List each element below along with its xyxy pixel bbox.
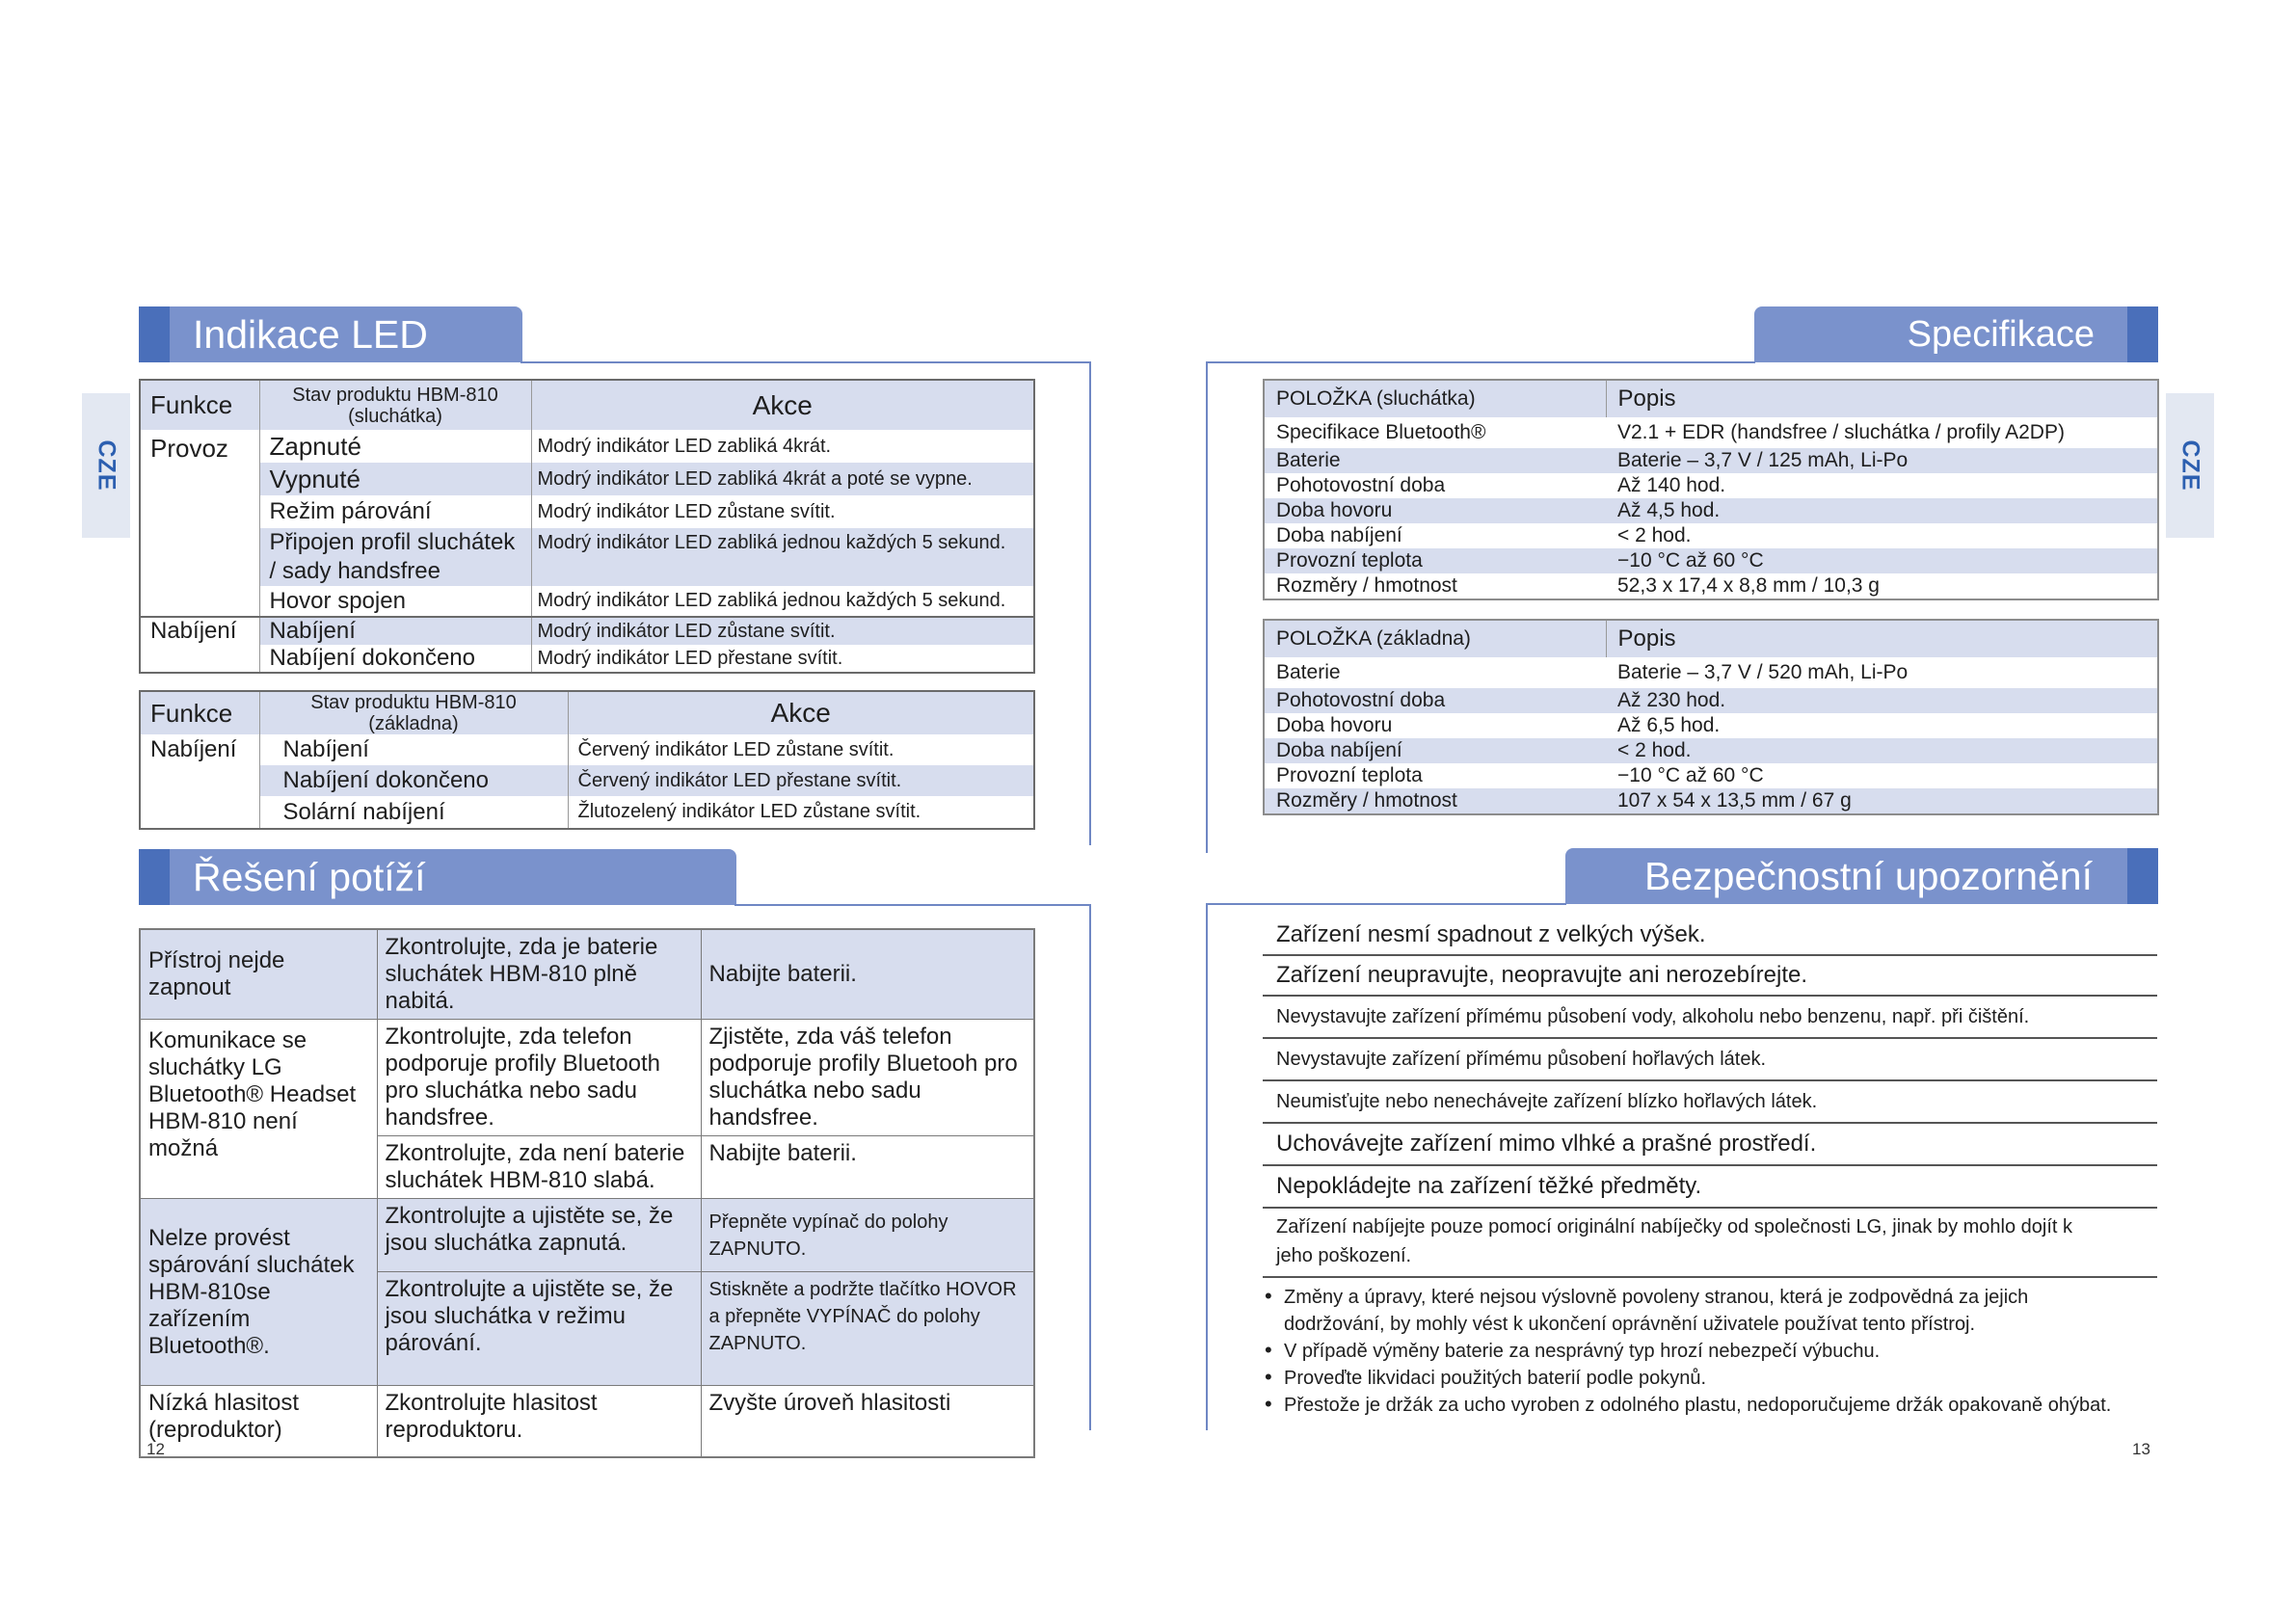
section-header-spec <box>1754 306 2158 362</box>
col-header-desc: Popis <box>1617 626 1676 652</box>
safety-item <box>1263 1039 2157 1081</box>
state-cell: Nabíjení <box>259 734 568 765</box>
check-cell: Zkontrolujte a ujistěte se, že jsou sluchátka v režimu párování. <box>377 1272 701 1386</box>
state-cell: Zapnuté <box>259 430 531 463</box>
spec-item: Provozní teplota <box>1276 549 1423 572</box>
col-header-state: Stav produktu HBM-810 (základna) <box>259 691 568 734</box>
fix-cell: Stiskněte a podržte tlačítko HOVOR a přepněte VYPÍNAČ do polohy ZAPNUTO. <box>701 1272 1034 1386</box>
safety-item-text: Uchovávejte zařízení mimo vlhké a prašné prostředí. <box>1276 1131 1817 1157</box>
safety-item <box>1263 956 2157 997</box>
led-table-base <box>139 690 1035 830</box>
safety-item <box>1263 1166 2157 1209</box>
action-cell: Modrý indikátor LED zabliká 4krát a poté se vypne. <box>537 467 973 490</box>
fix-cell: Nabijte baterii. <box>701 1136 1034 1199</box>
safety-item-text: Zařízení neupravujte, neopravujte ani nerozebírejte. <box>1276 962 1808 988</box>
section-header-troubleshooting <box>139 849 736 905</box>
action-cell: Červený indikátor LED zůstane svítit. <box>577 738 894 760</box>
safety-item-text: Nepokládejte na zařízení těžké předměty. <box>1276 1173 1702 1199</box>
col-header-desc: Popis <box>1617 386 1676 412</box>
section-title: Specifikace <box>1907 314 2095 355</box>
spec-table-base <box>1263 619 2159 815</box>
spec-desc: Baterie – 3,7 V / 520 mAh, Li-Po <box>1617 661 1909 683</box>
spec-desc: Až 230 hod. <box>1617 689 1726 711</box>
spec-desc: Až 140 hod. <box>1617 474 1726 496</box>
problem-cell: Komunikace se sluchátky LG Bluetooth® Headset HBM-810 není možná <box>140 1020 377 1199</box>
state-cell: Nabíjení <box>259 617 531 645</box>
spec-desc: Až 6,5 hod. <box>1617 714 1721 736</box>
section-header-led <box>139 306 522 362</box>
section-title: Řešení potíží <box>193 855 426 899</box>
check-cell: Zkontrolujte a ujistěte se, že jsou sluchátka zapnutá. <box>377 1199 701 1272</box>
state-cell: Připojen profil sluchátek / sady handsfree <box>259 528 531 586</box>
action-cell: Modrý indikátor LED zůstane svítit. <box>537 500 836 522</box>
spec-desc: Baterie – 3,7 V / 125 mAh, Li-Po <box>1617 449 1909 471</box>
function-cell: Nabíjení <box>140 617 259 673</box>
page-number-left: 12 <box>147 1440 165 1458</box>
spec-desc: < 2 hod. <box>1617 524 1692 546</box>
spec-item: Doba nabíjení <box>1276 524 1402 546</box>
safety-item-text: Nevystavujte zařízení přímému působení hořlavých látek. <box>1276 1049 1767 1070</box>
safety-item-text: Zařízení nabíjejte pouze pomocí originální nabíječky od společnosti LG, jinak by mohlo dojít k jeho poškození. <box>1276 1216 2073 1266</box>
col-header-state: Stav produktu HBM-810 (sluchátka) <box>259 380 531 430</box>
fix-cell: Přepněte vypínač do polohy ZAPNUTO. <box>701 1199 1034 1272</box>
action-cell: Modrý indikátor LED zabliká jednou každých 5 sekund. <box>537 532 1006 553</box>
notice-bullets <box>1263 1284 2169 1419</box>
spec-desc: Až 4,5 hod. <box>1617 499 1721 521</box>
state-cell: Režim párování <box>259 495 531 528</box>
spec-item: Doba hovoru <box>1276 714 1393 736</box>
safety-item <box>1263 1081 2157 1124</box>
language-label: CZE <box>2176 439 2204 492</box>
spec-desc: −10 °C až 60 °C <box>1617 549 1764 572</box>
check-cell: Zkontrolujte, zda je baterie sluchátek HBM-810 plně nabitá. <box>377 929 701 1020</box>
spec-item: Rozměry / hmotnost <box>1276 574 1457 597</box>
col-header-item: POLOŽKA (sluchátka) <box>1264 380 1606 417</box>
safety-item <box>1263 916 2157 956</box>
state-cell: Nabíjení dokončeno <box>259 645 531 673</box>
state-cell: Hovor spojen <box>259 586 531 617</box>
spec-desc: 52,3 x 17,4 x 8,8 mm / 10,3 g <box>1617 574 1880 597</box>
safety-item <box>1263 1209 2157 1278</box>
check-cell: Zkontrolujte, zda telefon podporuje profily Bluetooth pro sluchátka nebo sadu handsfree. <box>377 1020 701 1136</box>
safety-list <box>1263 916 2157 1278</box>
spec-item: Baterie <box>1276 661 1341 683</box>
action-cell: Červený indikátor LED přestane svítit. <box>577 769 902 791</box>
safety-item <box>1263 997 2157 1039</box>
col-header-function: Funkce <box>140 691 259 734</box>
spec-item: Baterie <box>1276 449 1341 471</box>
bullet-item: • V případě výměny baterie za nesprávný typ hrozí nebezpečí výbuchu. <box>1263 1338 2169 1365</box>
action-cell: Modrý indikátor LED přestane svítit. <box>537 647 843 669</box>
fix-cell: Nabijte baterii. <box>701 929 1034 1020</box>
spec-item: Doba nabíjení <box>1276 739 1402 761</box>
function-cell: Nabíjení <box>140 734 259 829</box>
safety-item <box>1263 1124 2157 1166</box>
action-cell: Žlutozelený indikátor LED zůstane svítit. <box>577 801 921 822</box>
spec-item: Pohotovostní doba <box>1276 474 1446 496</box>
problem-cell: Přístroj nejde zapnout <box>140 929 377 1020</box>
problem-cell: Nelze provést spárování sluchátek HBM-810se zařízením Bluetooth®. <box>140 1199 377 1386</box>
problem-cell: Nízká hlasitost (reproduktor) <box>140 1386 377 1457</box>
col-header-action: Akce <box>770 698 831 728</box>
spec-table-headset <box>1263 379 2159 600</box>
col-header-item: POLOŽKA (základna) <box>1264 620 1606 657</box>
check-cell: Zkontrolujte, zda není baterie sluchátek HBM-810 slabá. <box>377 1136 701 1199</box>
fix-cell: Zvyšte úroveň hlasitosti <box>701 1386 1034 1457</box>
function-cell: Provoz <box>140 430 259 617</box>
action-cell: Modrý indikátor LED zůstane svítit. <box>537 620 836 642</box>
check-cell: Zkontrolujte hlasitost reproduktoru. <box>377 1386 701 1457</box>
safety-item-text: Zařízení nesmí spadnout z velkých výšek. <box>1276 921 1706 947</box>
bullet-item: • Přestože je držák za ucho vyroben z odolného plastu, nedoporučujeme držák opakovaně ohýbat. <box>1263 1392 2169 1419</box>
language-tab-left <box>82 393 130 538</box>
spec-desc: 107 x 54 x 13,5 mm / 67 g <box>1617 789 1852 812</box>
spec-desc: < 2 hod. <box>1617 739 1692 761</box>
section-header-safety <box>1565 848 2158 904</box>
safety-item-text: Nevystavujte zařízení přímému působení vody, alkoholu nebo benzenu, např. při čištění. <box>1276 1006 2030 1027</box>
troubleshooting-table <box>139 928 1035 1458</box>
spec-desc: −10 °C až 60 °C <box>1617 764 1764 786</box>
page-number-right: 13 <box>2132 1440 2150 1458</box>
led-table-headset <box>139 379 1035 674</box>
spec-desc: V2.1 + EDR (handsfree / sluchátka / profily A2DP) <box>1617 421 2065 443</box>
section-title: Indikace LED <box>193 312 428 357</box>
state-cell: Nabíjení dokončeno <box>259 765 568 796</box>
col-header-action: Akce <box>752 389 813 420</box>
language-label: CZE <box>93 439 120 492</box>
action-cell: Modrý indikátor LED zabliká jednou každých 5 sekund. <box>537 590 1006 611</box>
spec-item: Specifikace Bluetooth® <box>1276 421 1486 443</box>
fix-cell: Zjistěte, zda váš telefon podporuje profily Bluetooh pro sluchátka nebo sadu handsfree. <box>701 1020 1034 1136</box>
bullet-item: • Změny a úpravy, které nejsou výslovně povoleny stranou, která je zodpovědná za jejich dodržování, by mohly vést k ukončení oprávnění uživatele používat tento přístroj. <box>1263 1284 2169 1338</box>
state-cell: Vypnuté <box>259 463 531 495</box>
spec-item: Rozměry / hmotnost <box>1276 789 1457 812</box>
bullet-item: • Proveďte likvidaci použitých baterií podle pokynů. <box>1263 1365 2169 1392</box>
section-title: Bezpečnostní upozornění <box>1644 854 2093 898</box>
state-cell: Solární nabíjení <box>259 796 568 829</box>
language-tab-right <box>2166 393 2214 538</box>
spec-item: Doba hovoru <box>1276 499 1393 521</box>
safety-item-text: Neumisťujte nebo nenechávejte zařízení blízko hořlavých látek. <box>1276 1091 1818 1112</box>
action-cell: Modrý indikátor LED zabliká 4krát. <box>537 435 832 457</box>
spec-item: Provozní teplota <box>1276 764 1423 786</box>
spec-item: Pohotovostní doba <box>1276 689 1446 711</box>
col-header-function: Funkce <box>140 380 259 430</box>
